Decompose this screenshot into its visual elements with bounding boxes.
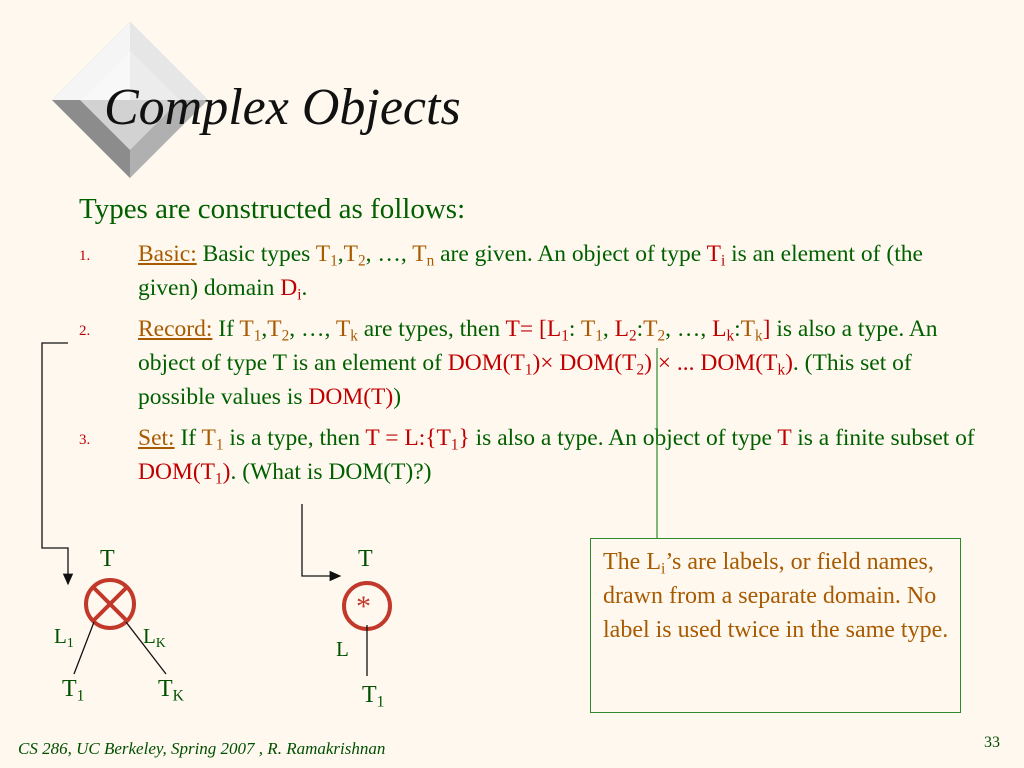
item-record: Record: If $T_1,T_2$, …, $T_k$ are types, then $T= [L_1$: $T_1$, $L_2:T_2$, …, $L_k:T_k$] is also a type. An object of type T is an element of $DOM(T_1)\times DOM(T_2)$ × ... $DOM(T_k)$. (This set of possible values is DOM(T)) (138, 316, 938, 410)
item-record-heading: Record: (138, 316, 213, 342)
left-branch-label-1: $L_1$ (54, 624, 74, 651)
right-child-label: $T_1$ (362, 682, 385, 711)
right-branch-label: L (336, 637, 349, 661)
set-star-icon: * (356, 590, 371, 623)
note-box: The $L_i’s$ are labels, or field names, drawn from a separate domain. No label is used twice in the same type. (590, 538, 961, 713)
footer: CS 286, UC Berkeley, Spring 2007 , R. Ramakrishnan (18, 739, 386, 758)
item-basic: Basic: Basic types $T_1,T_2$, …, $T_n$ are given. An object of type $T_i$ is an element of (the given) domain $D_i$. (138, 241, 923, 304)
left-root-label: T (100, 546, 115, 572)
item-number-2: 2. (79, 323, 91, 339)
item-set: Set: If $T_1$ is a type, then $T = L:\{T_1\}$ is also a type. An object of type T is a finite subset of $DOM(T_1)$. (What is DOM(T)?) (138, 425, 975, 488)
left-child-label-k: $T_K$ (158, 676, 184, 705)
item-number-1: 1. (79, 248, 91, 264)
lead-text: Types are constructed as follows: (79, 193, 466, 225)
item-basic-heading: Basic: (138, 241, 197, 267)
left-child-label-1: $T_1$ (62, 676, 85, 705)
right-root-label: T (358, 546, 373, 572)
page-number: 33 (984, 734, 1000, 751)
slide-title: Complex Objects (104, 79, 461, 136)
item-number-3: 3. (79, 432, 91, 448)
left-branch-label-k: $L_K$ (143, 624, 166, 651)
item-set-heading: Set: (138, 425, 175, 451)
